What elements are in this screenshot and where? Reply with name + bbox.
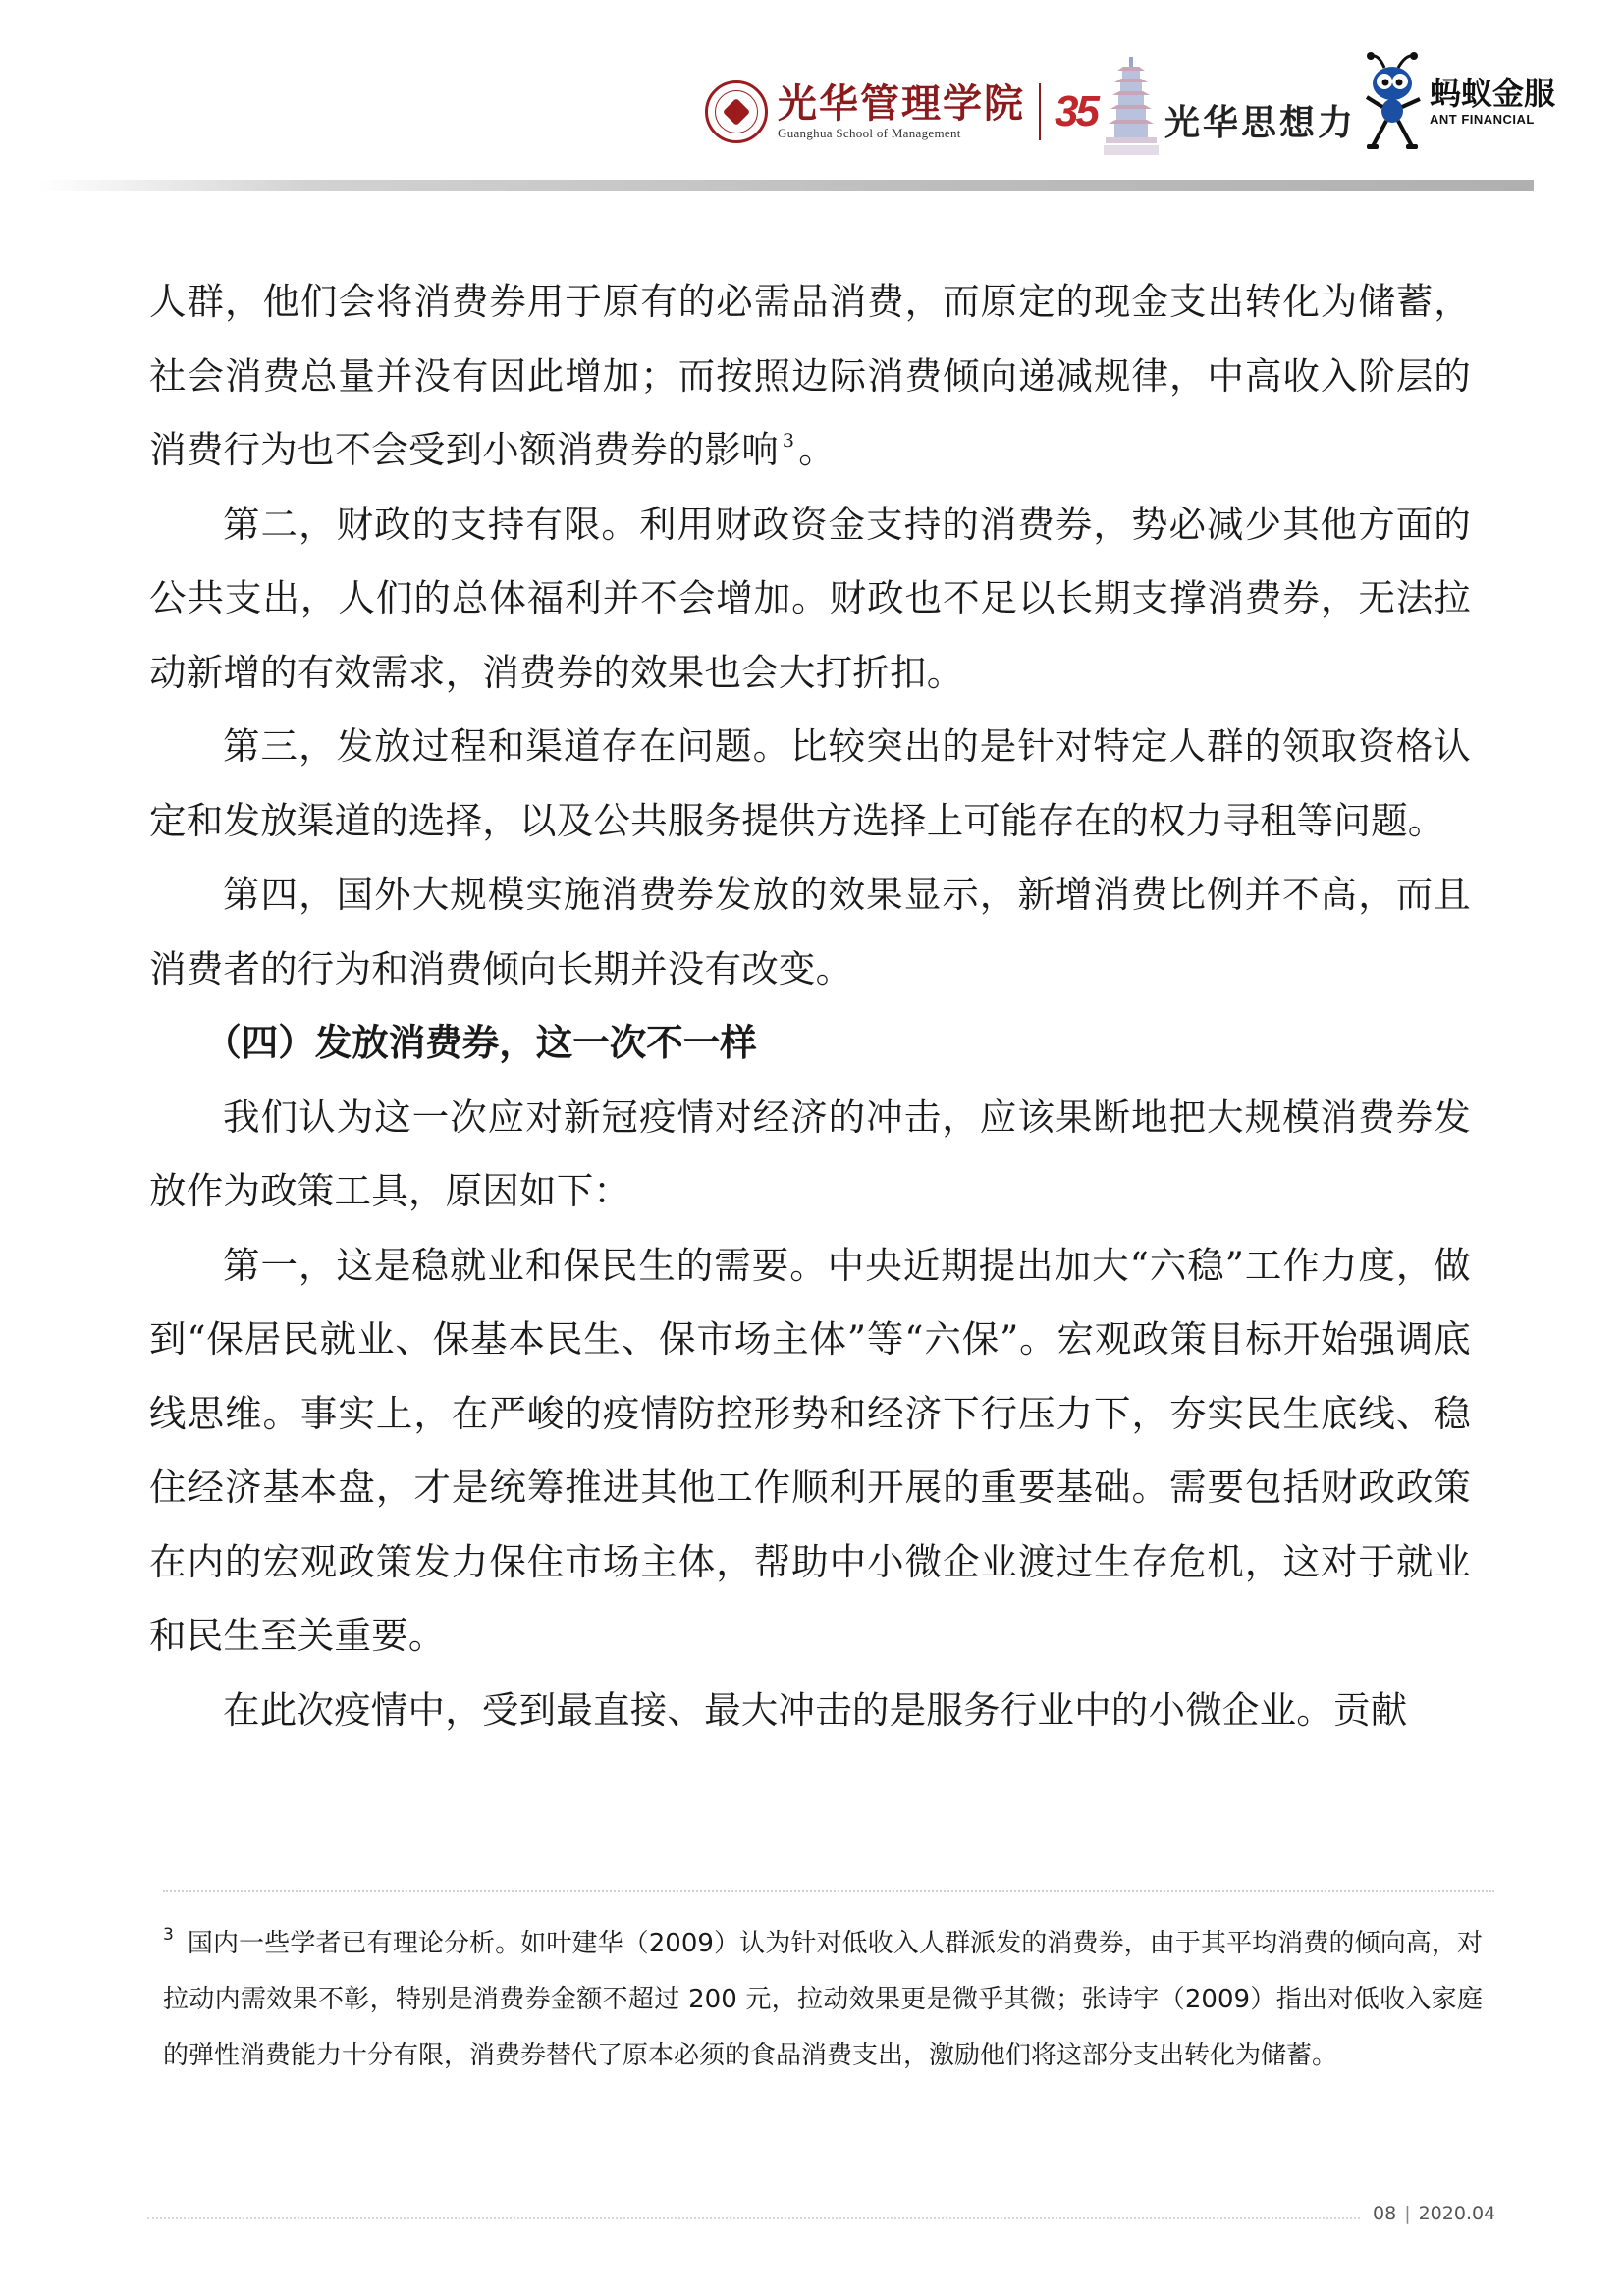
footnote-mark: 3 [163,1925,174,1945]
thinktank-logo [1104,49,1356,157]
guanghua-logo [705,73,1097,151]
page-footer [1373,2203,1495,2224]
paragraph-7: 在此次疫情中，受到最直接、最大冲击的是服务行业中的小微企业。贡献 [223,1687,1408,1732]
paragraph-1-text: 人群，他们会将消费券用于原有的必需品消费，而原定的现金支出转化为储蓄，社会消费总量并没有因此增加；而按照边际消费倾向递减规律，中高收入阶层的消费行为也不会受到小额消费券的影响 [149,280,1471,471]
paragraph-4: 第四，国外大规模实施消费券发放的效果显示，新增消费比例并不高，而且消费者的行为和消费倾向长期并没有改变。 [149,873,1471,990]
ant-name-cn: 蚂蚁金服 [1430,75,1556,112]
issue-date: 2020.04 [1418,2203,1496,2224]
logo-divider [1039,83,1041,140]
anniversary-mark: 35 [1055,87,1097,135]
thinktank-name: 光华思想力 [1164,102,1357,143]
header-divider [39,180,1534,191]
footer-divider [147,2217,1360,2219]
ant-financial-logo [1359,47,1555,155]
footnote-divider [163,1890,1494,1892]
page-number: 08 [1373,2203,1397,2224]
footnote [163,1916,1483,2084]
paragraph-6: 第一，这是稳就业和保民生的需要。中央近期提出加大“六稳”工作力度，做到“保居民就业、保基本民生、保市场主体”等“六保”。宏观政策目标开始强调底线思维。事实上，在严峻的疫情防控形势和经济下行压力下，夯实民生底线、稳住经济基本盘，才是统筹推进其他工作顺利开展的重要基础。需要包括财政政策在内的宏观政策发力保住市场主体，帮助中小微企业渡过生存危机，这对于就业和民生至关重要。 [149,1243,1471,1657]
peking-university-seal-icon [705,80,768,143]
page-header [0,0,1624,196]
paragraph-1 [149,265,1471,488]
pagoda-icon [1104,55,1159,157]
footnote-body [163,1916,1483,2084]
footer-separator: | [1404,2203,1411,2224]
guanghua-name-en: Guanghua School of Management [778,126,961,140]
paragraph-3: 第三，发放过程和渠道存在问题。比较突出的是针对特定人群的领取资格认定和发放渠道的选择，以及公共服务提供方选择上可能存在的权力寻租等问题。 [149,724,1471,842]
paragraph-1-end: 。 [798,428,836,471]
section-heading: （四）发放消费券，这一次不一样 [204,1021,757,1064]
ant-mascot-icon [1359,50,1428,152]
main-content [149,265,1471,1747]
footnote-text: 国内一些学者已有理论分析。如叶建华（2009）认为针对低收入人群派发的消费券，由于其平均消费的倾向高，对拉动内需效果不彰，特别是消费券金额不超过 200 元，拉动效果更是微乎其微；张诗宇（2009）指出对低收入家庭的弹性消费能力十分有限，消费券替代了原本必须的食品消费支出，激励他们将这部分支出转化为储蓄。 [163,1929,1483,2070]
guanghua-name-cn: 光华管理学院 [778,80,1025,127]
paragraph-2: 第二，财政的支持有限。利用财政资金支持的消费券，势必减少其他方面的公共支出，人们的总体福利并不会增加。财政也不足以长期支撑消费券，无法拉动新增的有效需求，消费券的效果也会大打折扣。 [149,502,1471,694]
ant-name-en: ANT FINANCIAL [1430,112,1535,127]
paragraph-5: 我们认为这一次应对新冠疫情对经济的冲击，应该果断地把大规模消费券发放作为政策工具，原因如下： [149,1095,1471,1212]
footnote-reference[interactable]: 3 [782,430,795,452]
